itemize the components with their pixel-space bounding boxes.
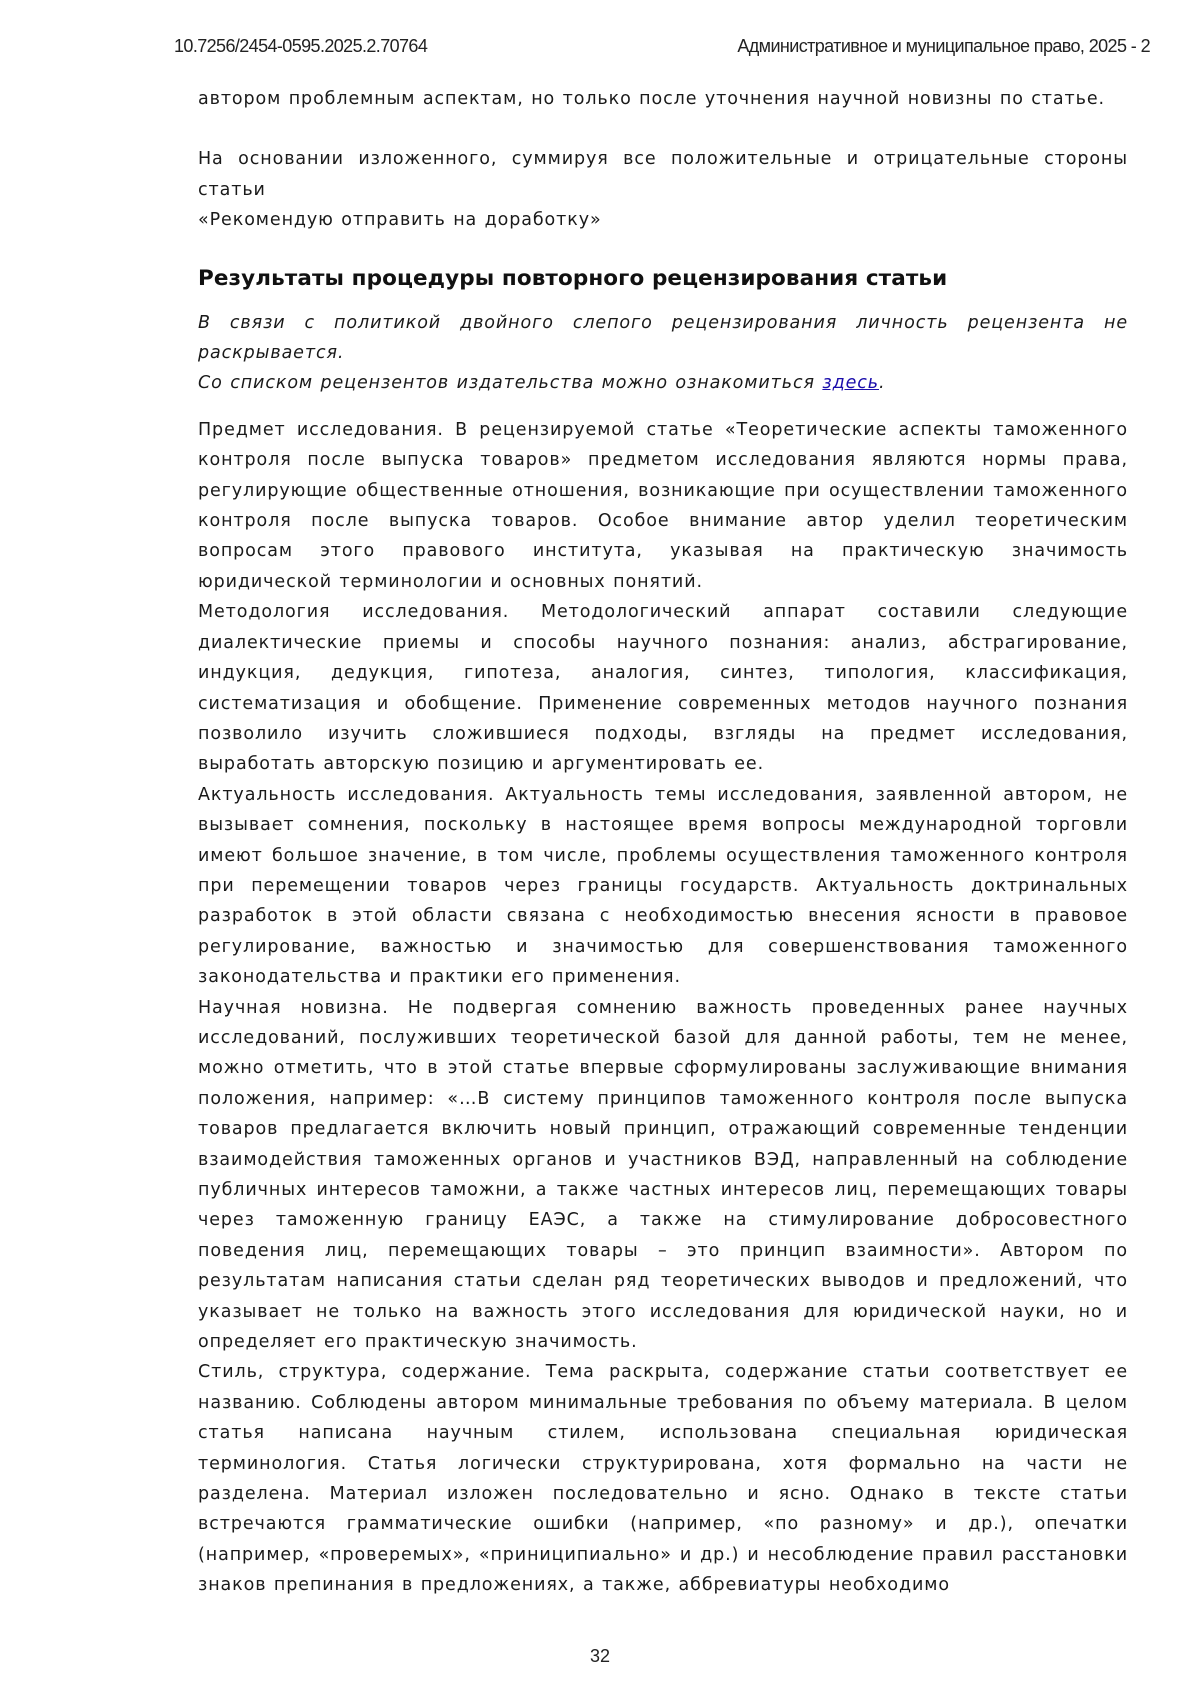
paragraph-methodology: Методология исследования. Методологический аппарат составили следующие диалектические приемы и способы научного познания: анализ, абстрагирование, индукция, дедукция, гипотеза, аналогия, синтез, типология, классификация, систематизация и обобщение. Применение современных методов научного познания позволило изучить сложившиеся подходы, взгляды на предмет исследования, выработать авторскую позицию и аргументировать ее. (198, 597, 1128, 779)
paragraph-novelty: Научная новизна. Не подвергая сомнению важность проведенных ранее научных исследований, послуживших теоретической базой для данной работы, тем не менее, можно отметить, что в этой статье впервые сформулированы заслуживающие внимания положения, например: «…В систему принципов таможенного контроля после выпуска товаров предлагается включить новый принцип, отражающий современные тенденции взаимодействия таможенных органов и участников ВЭД, направленный на соблюдение публичных интересов таможни, а также частных интересов лиц, перемещающих товары через таможенную границу ЕАЭС, а также на стимулирование добросовестного поведения лиц, перемещающих товары – это принцип взаимности». Автором по результатам написания статьи сделан ряд теоретических выводов и предложений, что указывает не только на важность этого исследования для юридической науки, но и определяет его практическую значимость. (198, 993, 1128, 1358)
doi: 10.7256/2454-0595.2025.2.70764 (174, 36, 427, 57)
section-heading: Результаты процедуры повторного рецензирования статьи (198, 264, 1128, 294)
notice-reviewers-list: Со списком рецензентов издательства можно ознакомиться здесь. (198, 368, 1128, 398)
paragraph-summary: На основании изложенного, суммируя все положительные и отрицательные стороны статьи (198, 144, 1128, 205)
paragraph-subject: Предмет исследования. В рецензируемой статье «Теоретические аспекты таможенного контроля после выпуска товаров» предметом исследования являются нормы права, регулирующие общественные отношения, возникающие при осуществлении таможенного контроля после выпуска товаров. Особое внимание автор уделил теоретическим вопросам этого правового института, указывая на практическую значимость юридической терминологии и основных понятий. (198, 415, 1128, 597)
paragraph-style: Стиль, структура, содержание. Тема раскрыта, содержание статьи соответствует ее названию. Соблюдены автором минимальные требования по объему материала. В целом статья написана научным стилем, использована специальная юридическая терминология. Статья логически структурирована, хотя формально на части не разделена. Материал изложен последовательно и ясно. Однако в тексте статьи встречаются грамматические ошибки (например, «по разному» и др.), опечатки (например, «проверемых», «приниципиально» и др.) и несоблюдение правил расстановки знаков препинания в предложениях, а также, аббревиатуры необходимо (198, 1357, 1128, 1600)
review-notice (198, 308, 1128, 399)
reviewers-link[interactable]: здесь (822, 373, 879, 393)
page-content (198, 84, 1128, 1601)
paragraph-relevance: Актуальность исследования. Актуальность темы исследования, заявленной автором, не вызывает сомнения, поскольку в настоящее время вопросы международной торговли имеют большое значение, в том числе, проблемы осуществления таможенного контроля при перемещении товаров через границы государств. Актуальность доктринальных разработок в этой области связана с необходимостью внесения ясности в правовое регулирование, важностью и значимостью для совершенствования таможенного законодательства и практики его применения. (198, 780, 1128, 993)
paragraph-recommendation: «Рекомендую отправить на доработку» (198, 205, 1128, 235)
running-header (174, 36, 1150, 62)
notice-blind-review: В связи с политикой двойного слепого рецензирования личность рецензента не раскрывается. (198, 308, 1128, 369)
paragraph-intro: автором проблемным аспектам, но только после уточнения научной новизны по статье. (198, 84, 1128, 114)
journal-title: Административное и муниципальное право, 2025 - 2 (737, 36, 1150, 57)
page-number: 32 (0, 1646, 1200, 1667)
